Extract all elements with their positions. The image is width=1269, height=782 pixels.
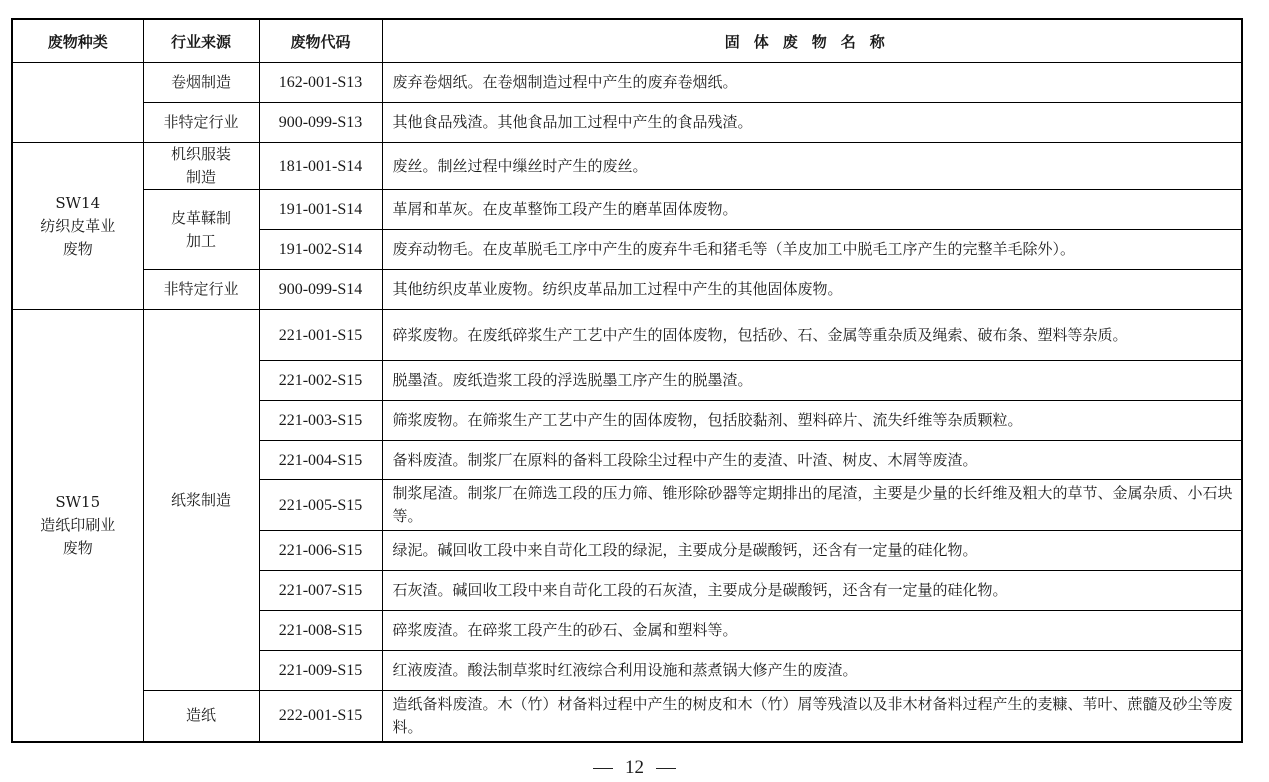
code-cell: 221-007-S15 [259, 571, 382, 611]
description-cell: 废弃动物毛。在皮革脱毛工序中产生的废弃牛毛和猪毛等（羊皮加工中脱毛工序产生的完整羊毛除外）。 [382, 230, 1242, 270]
source-cell: 非特定行业 [143, 270, 259, 310]
category-cell-sw15 [12, 310, 143, 742]
code-cell: 900-099-S14 [259, 270, 382, 310]
category-cell-empty [12, 63, 143, 143]
table-row [12, 103, 1242, 143]
code-cell: 221-006-S15 [259, 531, 382, 571]
source-line: 皮革鞣制 [170, 208, 231, 227]
code-cell: 221-008-S15 [259, 611, 382, 651]
description-cell: 红液废渣。酸法制草浆时红液综合利用设施和蒸煮锅大修产生的废渣。 [382, 651, 1242, 691]
code-cell: 221-003-S15 [259, 401, 382, 441]
category-code: SW15 [55, 492, 101, 511]
source-cell: 非特定行业 [143, 103, 259, 143]
category-name: 造纸印刷业 [40, 515, 116, 534]
code-cell: 221-002-S15 [259, 361, 382, 401]
code-cell: 221-001-S15 [259, 310, 382, 361]
page-footer [0, 757, 1269, 779]
table-header-row [12, 19, 1242, 63]
source-cell [143, 190, 259, 270]
category-name: 废物 [62, 239, 93, 258]
waste-classification-table [11, 18, 1243, 743]
code-cell: 221-009-S15 [259, 651, 382, 691]
category-name: 废物 [62, 538, 93, 557]
waste-classification-table-container [11, 18, 1241, 743]
description-cell: 废丝。制丝过程中缫丝时产生的废丝。 [382, 143, 1242, 190]
header-source: 行业来源 [143, 19, 259, 63]
description-cell: 其他纺织皮革业废物。纺织皮革品加工过程中产生的其他固体废物。 [382, 270, 1242, 310]
table-row [12, 270, 1242, 310]
description-cell: 备料废渣。制浆厂在原料的备料工段除尘过程中产生的麦渣、叶渣、树皮、木屑等废渣。 [382, 441, 1242, 480]
source-cell: 卷烟制造 [143, 63, 259, 103]
header-name: 固体废物名称 [382, 19, 1242, 63]
table-row [12, 143, 1242, 190]
code-cell: 181-001-S14 [259, 143, 382, 190]
code-cell: 222-001-S15 [259, 691, 382, 742]
code-cell: 900-099-S13 [259, 103, 382, 143]
dash-right [656, 768, 676, 769]
description-cell: 革屑和革灰。在皮革整饰工段产生的磨革固体废物。 [382, 190, 1242, 230]
category-cell-sw14 [12, 143, 143, 310]
source-cell: 造纸 [143, 691, 259, 742]
table-row [12, 190, 1242, 230]
description-cell: 筛浆废物。在筛浆生产工艺中产生的固体废物，包括胶黏剂、塑料碎片、流失纤维等杂质颗粒。 [382, 401, 1242, 441]
description-cell: 碎浆废物。在废纸碎浆生产工艺中产生的固体废物，包括砂、石、金属等重杂质及绳索、破布条、塑料等杂质。 [382, 310, 1242, 361]
description-cell: 石灰渣。碱回收工段中来自苛化工段的石灰渣，主要成分是碳酸钙，还含有一定量的硅化物。 [382, 571, 1242, 611]
description-cell: 脱墨渣。废纸造浆工段的浮选脱墨工序产生的脱墨渣。 [382, 361, 1242, 401]
description-cell: 废弃卷烟纸。在卷烟制造过程中产生的废弃卷烟纸。 [382, 63, 1242, 103]
category-name: 纺织皮革业 [40, 216, 116, 235]
description-cell: 其他食品残渣。其他食品加工过程中产生的食品残渣。 [382, 103, 1242, 143]
table-row [12, 310, 1242, 361]
category-code: SW14 [55, 193, 101, 212]
table-row [12, 63, 1242, 103]
source-line: 加工 [185, 231, 216, 250]
source-line: 制造 [185, 168, 216, 186]
source-cell [143, 143, 259, 190]
code-cell: 162-001-S13 [259, 63, 382, 103]
code-cell: 191-002-S14 [259, 230, 382, 270]
description-cell: 碎浆废渣。在碎浆工段产生的砂石、金属和塑料等。 [382, 611, 1242, 651]
source-line: 机织服装 [170, 145, 231, 163]
code-cell: 221-005-S15 [259, 480, 382, 531]
dash-left [593, 768, 613, 769]
header-category: 废物种类 [12, 19, 143, 63]
description-cell: 制浆尾渣。制浆厂在筛选工段的压力筛、锥形除砂器等定期排出的尾渣，主要是少量的长纤维及粗大的草节、金属杂质、小石块等。 [382, 480, 1242, 531]
page-number: 12 [625, 757, 644, 778]
description-cell: 造纸备料废渣。木（竹）材备料过程中产生的树皮和木（竹）屑等残渣以及非木材备料过程产生的麦糠、苇叶、蔗髓及砂尘等废料。 [382, 691, 1242, 742]
table-row [12, 691, 1242, 742]
description-cell: 绿泥。碱回收工段中来自苛化工段的绿泥，主要成分是碳酸钙，还含有一定量的硅化物。 [382, 531, 1242, 571]
header-code: 废物代码 [259, 19, 382, 63]
code-cell: 221-004-S15 [259, 441, 382, 480]
code-cell: 191-001-S14 [259, 190, 382, 230]
source-cell: 纸浆制造 [143, 310, 259, 691]
